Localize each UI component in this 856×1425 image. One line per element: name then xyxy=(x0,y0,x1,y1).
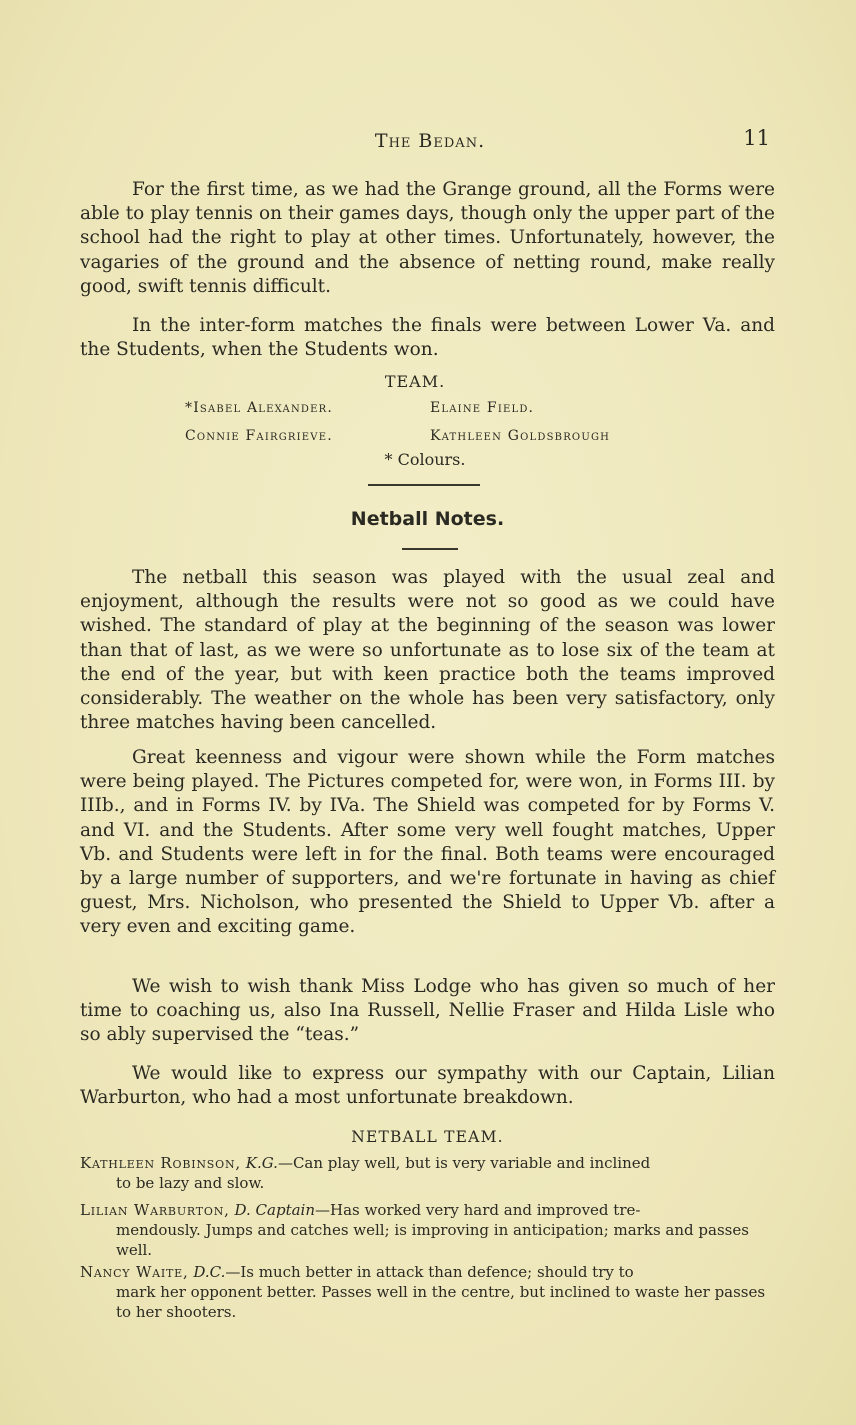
player-entry xyxy=(80,1200,770,1260)
netball-paragraph-2: Great keenness and vigour were shown while the Form matches were being played. The Pictures competed for, were won, in Forms III. by IIIb., and in Forms IV. by IVa. The Shield was competed for by Forms V. and VI. and the Students. After some very well fought matches, Upper Vb. and Students were left in for the final. Both teams were encouraged by a large number of supporters, and we're fortunate in having as chief guest, Mrs. Nicholson, who presented the Shield to Upper Vb. after a very even and exciting game. xyxy=(80,747,775,938)
tennis-paragraph-1: For the first time, as we had the Grange ground, all the Forms were able to play tennis on their games days, though only the upper part of the school had the right to play at other times. Unfortunately, however, the vagaries of the ground and the absence of netting round, make really good, swift tennis difficult. xyxy=(80,179,775,297)
player-remark: —Has worked very hard and improved tre- xyxy=(315,1201,641,1219)
tennis-team-list xyxy=(185,394,705,450)
team-member: Elaine Field. xyxy=(430,400,535,416)
player-role: D. Captain xyxy=(234,1201,315,1219)
netball-paragraph-4: We would like to express our sympathy with our Captain, Lilian Warburton, who had a most unfortunate breakdown. xyxy=(80,1063,775,1109)
team-member: Kathleen Goldsbrough xyxy=(430,428,611,444)
player-role: D.C. xyxy=(193,1263,226,1281)
player-remark-continued: mark her opponent better. Passes well in the centre, but inclined to waste her passes to her shooters. xyxy=(116,1283,766,1321)
tennis-team-heading: TEAM. xyxy=(384,372,446,391)
player-remark: —Is much better in attack than defence; should try to xyxy=(225,1263,634,1281)
netball-title: Netball Notes. xyxy=(350,508,505,530)
player-name: Kathleen Robinson, xyxy=(80,1154,241,1172)
player-remark: —Can play well, but is very variable and inclined xyxy=(277,1154,651,1172)
tennis-paragraph-2: In the inter-form matches the finals were between Lower Va. and the Students, when the Students won. xyxy=(80,315,775,361)
player-entry xyxy=(80,1262,770,1322)
team-member: *Isabel Alexander. xyxy=(185,400,334,416)
player-remark-continued: mendously. Jumps and catches well; is improving in anticipation; marks and passes well. xyxy=(116,1221,749,1259)
player-role: K.G. xyxy=(245,1154,278,1172)
page-number: 11 xyxy=(743,126,770,150)
player-remark-continued: to be lazy and slow. xyxy=(116,1174,265,1192)
team-member: Connie Fairgrieve. xyxy=(185,428,333,444)
player-name: Nancy Waite, xyxy=(80,1263,189,1281)
title-underline xyxy=(402,548,458,550)
player-name: Lilian Warburton, xyxy=(80,1201,230,1219)
team-row xyxy=(185,422,705,450)
netball-paragraph-1: The netball this season was played with the usual zeal and enjoyment, although the results were not so good as we could have wished. The standard of play at the beginning of the season was lower than that of last, as we were so unfortunate as to lose six of the team at the end of the year, but with keen practice both the teams improved considerably. The weather on the whole has been very satisfactory, only three matches having been cancelled. xyxy=(80,567,775,734)
player-entry xyxy=(80,1153,770,1193)
netball-team-heading: NETBALL TEAM. xyxy=(351,1128,504,1146)
page-header xyxy=(80,126,780,160)
team-row xyxy=(185,394,705,422)
section-divider xyxy=(368,484,480,486)
running-title: The Bedan. xyxy=(374,130,486,152)
netball-paragraph-3: We wish to wish thank Miss Lodge who has given so much of her time to coaching us, also Ina Russell, Nellie Fraser and Hilda Lisle who so ably supervised the “teas.” xyxy=(80,976,775,1046)
colours-note: * Colours. xyxy=(384,450,466,469)
